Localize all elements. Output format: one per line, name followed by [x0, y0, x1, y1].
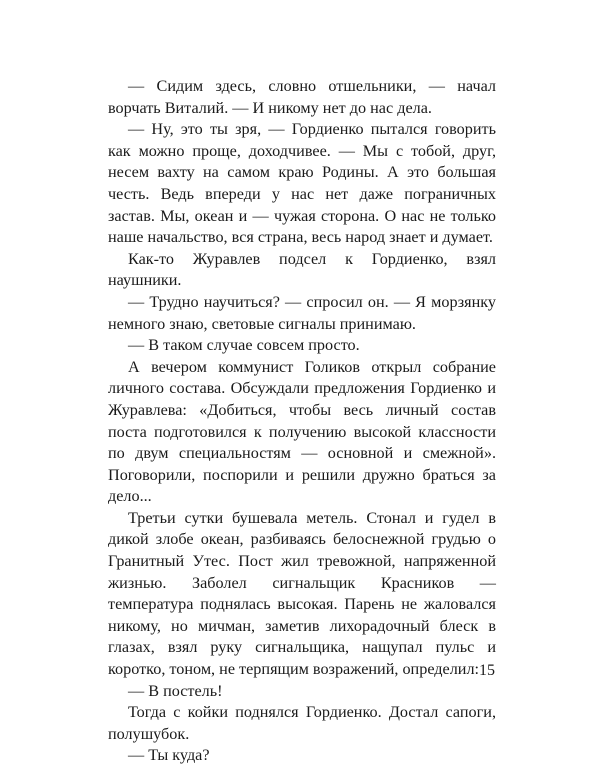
paragraph-9: Тогда с койки поднялся Гордиенко. Достал сапоги, полушубок.: [108, 703, 496, 743]
paragraph-1: — Сидим здесь, словно отшельники, — начал ворчать Виталий. — И никому нет до нас дела.: [108, 77, 496, 117]
body-text: [108, 76, 496, 767]
paragraph-2: — Ну, это ты зря, — Гордиенко пытался говорить как можно проще, доходчивее. — Мы с тобой, друг, несем вахту на самом краю Родины. А это большая честь. Ведь впереди у нас нет даже пограничных застав. Мы, океан и — чужая сторона. О нас не только наше начальство, вся страна, весь народ знает и думает.: [108, 120, 496, 247]
paragraph-6: А вечером коммунист Голиков открыл собрание личного состава. Обсуждали предложения Гордиенко и Журавлева: «Добиться, чтобы весь личный состав поста подготовился к получению высокой классности по двум специальностям — основной и смежной». Поговорили, поспорили и решили дружно браться за дело...: [108, 357, 496, 506]
paragraph-7: Третьи сутки бушевала метель. Стонал и гудел в дикой злобе океан, разбиваясь белоснежной грудью о Гранитный Утес. Пост жил тревожной, напряженной жизнью. Заболел сигнальщик Красников — температура поднялась высокая. Парень не жаловался никому, но мичман, заметив лихорадочный блеск в глазах, взял руку сигнальщика, нащупал пульс и коротко, тоном, не терпящим возражений, определил:: [108, 508, 496, 679]
paragraph-10: — Ты куда?: [128, 746, 210, 765]
paragraph-8: — В постель!: [128, 681, 223, 700]
page-number: 15: [479, 662, 495, 679]
paragraph-5: — В таком случае совсем просто.: [128, 336, 360, 355]
paragraph-3: Как-то Журавлев подсел к Гордиенко, взял наушники.: [108, 249, 496, 290]
paragraph-4: — Трудно научиться? — спросил он. — Я морзянку немного знаю, световые сигналы принимаю.: [108, 292, 496, 333]
